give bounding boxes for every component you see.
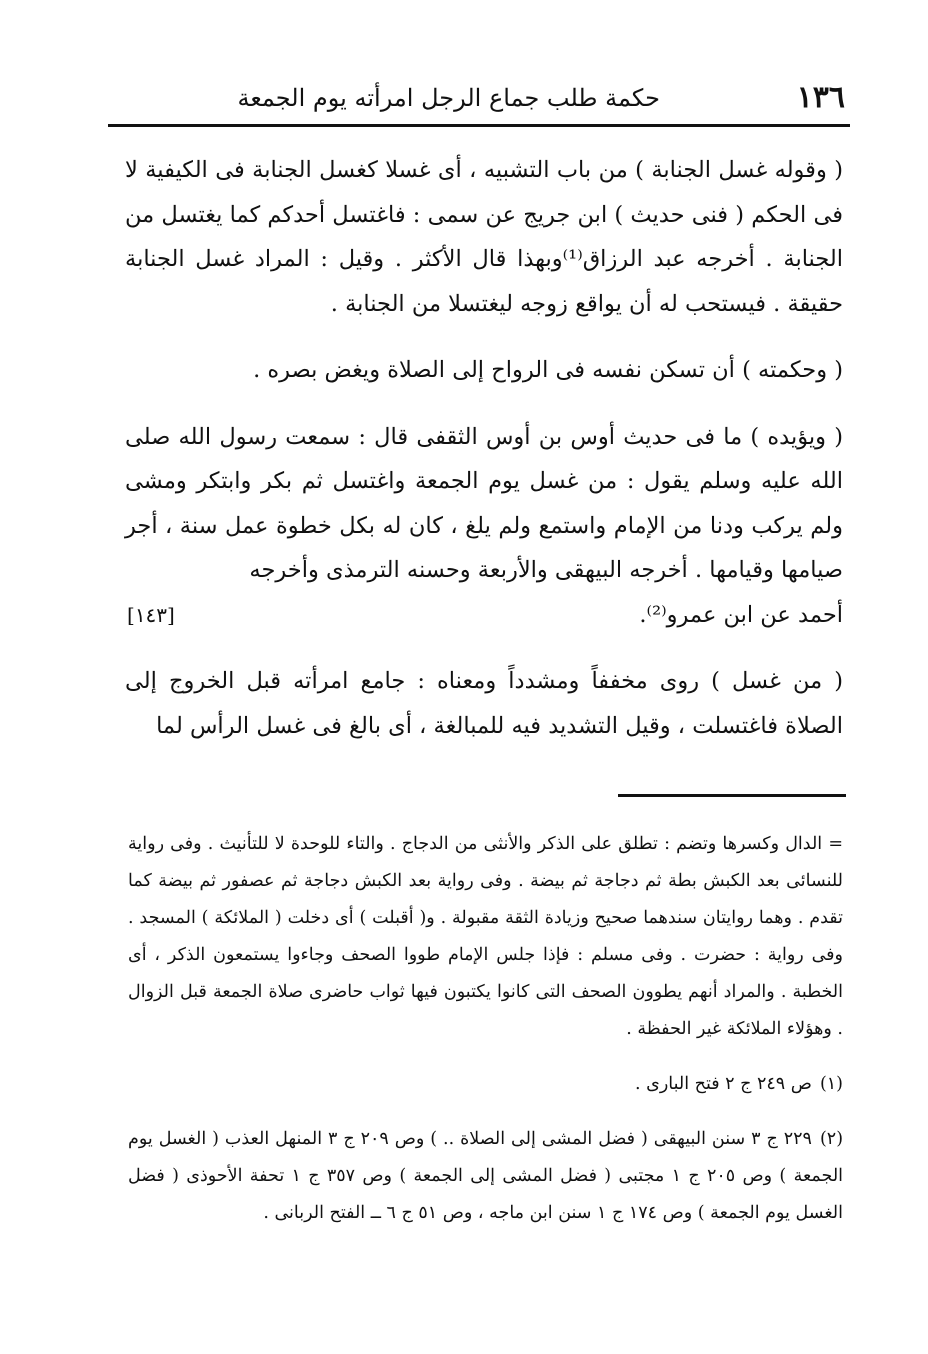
footnote-1-text: ص ٢٤٩ ج ٢ فتح البارى . bbox=[635, 1074, 812, 1094]
paragraph-hikma: ( وحكمته ) أن تسكن نفسه فى الرواح إلى الصلاة ويغض بصره . bbox=[253, 357, 843, 383]
page-number: ١٣٦ bbox=[796, 80, 845, 115]
page-header bbox=[120, 78, 845, 122]
paragraph-man-ghassal: ( من غسل ) روى مخففاً ومشدداً ومعناه : جامع امرأته قبل الخروج إلى الصلاة فاغتسلت ، وقيل التشديد فيه للمبالغة ، أى بالغ فى غسل الرأس لما bbox=[125, 668, 843, 739]
footnote-2 bbox=[128, 1121, 843, 1232]
main-text bbox=[125, 148, 843, 748]
paragraph-hadith-aws-end bbox=[125, 593, 843, 638]
footnotes bbox=[128, 826, 843, 1232]
footnote-2-label: (٢) bbox=[819, 1129, 844, 1149]
reference-number: [١٤٣] bbox=[127, 602, 175, 627]
paragraph-hadith-aws-end-text: أحمد عن ابن عمرو⁽²⁾. bbox=[639, 601, 843, 628]
footnote-1 bbox=[128, 1066, 843, 1103]
footnote-2-text: ٢٢٩ ج ٣ سنن البيهقى ( فضل المشى إلى الصلاة .. ) وص ٢٠٩ ج ٣ المنهل العذب ( الغسل يوم الجمعة ) وص ٢٠٥ ج ١ مجتبى ( فضل المشى إلى الجمعة ) وص ٣٥٧ ج ١ تحفة الأحوذى ( فضل الغسل يوم الجمعة ) وص ١٧٤ ج ١ سنن ابن ماجه ، وص ٥١ ج ٦ ــ الفتح الربانى . bbox=[128, 1129, 844, 1223]
footnote-rule bbox=[618, 794, 846, 797]
paragraph-ghusl-janaba: ( وقوله غسل الجنابة ) من باب التشبيه ، أى غسلا كغسل الجنابة فى الكيفية لا فى الحكم ( فنى حديث ) ابن جريج عن سمى : فاغتسل أحدكم كما يغتسل من الجنابة . أخرجه عبد الرزاق⁽¹⁾وبهذا قال الأكثر . وقيل : المراد غسل الجنابة حقيقة . فيستحب له أن يواقع زوجه ليغتسلا من الجنابة . bbox=[125, 157, 843, 317]
paragraph-hadith-aws bbox=[125, 415, 843, 593]
footnote-continuation: = الدال وكسرها وتضم : تطلق على الذكر والأنثى من الدجاج . والتاء للوحدة لا للتأنيث . وفى رواية للنسائى بعد الكبش بطة ثم دجاجة ثم بيضة . وفى رواية بعد الكبش دجاجة ثم عصفور ثم بيضة كما تقدم . وهما روايتان سندهما صحيح وزيادة الثقة مقبولة . و( أقبلت ) أى دخلت ( الملائكة ) المسجد . وفى رواية : حضرت . وفى مسلم : فإذا جلس الإمام طووا الصحف وجاءوا يستمعون الذكر ، أى الخطبة . والمراد أنهم يطوون الصحف التى كانوا يكتبون فيها ثواب حاضرى صلاة الجمعة قبل الزوال . وهؤلاء الملائكة غير الحفظة . bbox=[128, 834, 843, 1039]
running-title: حكمة طلب جماع الرجل امرأته يوم الجمعة bbox=[237, 84, 660, 112]
paragraph-hadith-aws-text: ( ويؤيده ) ما فى حديث أوس بن أوس الثقفى قال : سمعت رسول الله صلى الله عليه وسلم يقول : من غسل يوم الجمعة واغتسل ثم بكر وابتكر ومشى ولم يركب ودنا من الإمام واستمع ولم يلغ ، كان له بكل خطوة عمل سنة ، أجر صيامها وقيامها . أخرجه البيهقى والأربعة وحسنه الترمذى وأخرجه bbox=[125, 423, 843, 583]
footnote-1-label: (١) bbox=[819, 1074, 843, 1094]
header-rule bbox=[108, 124, 850, 127]
